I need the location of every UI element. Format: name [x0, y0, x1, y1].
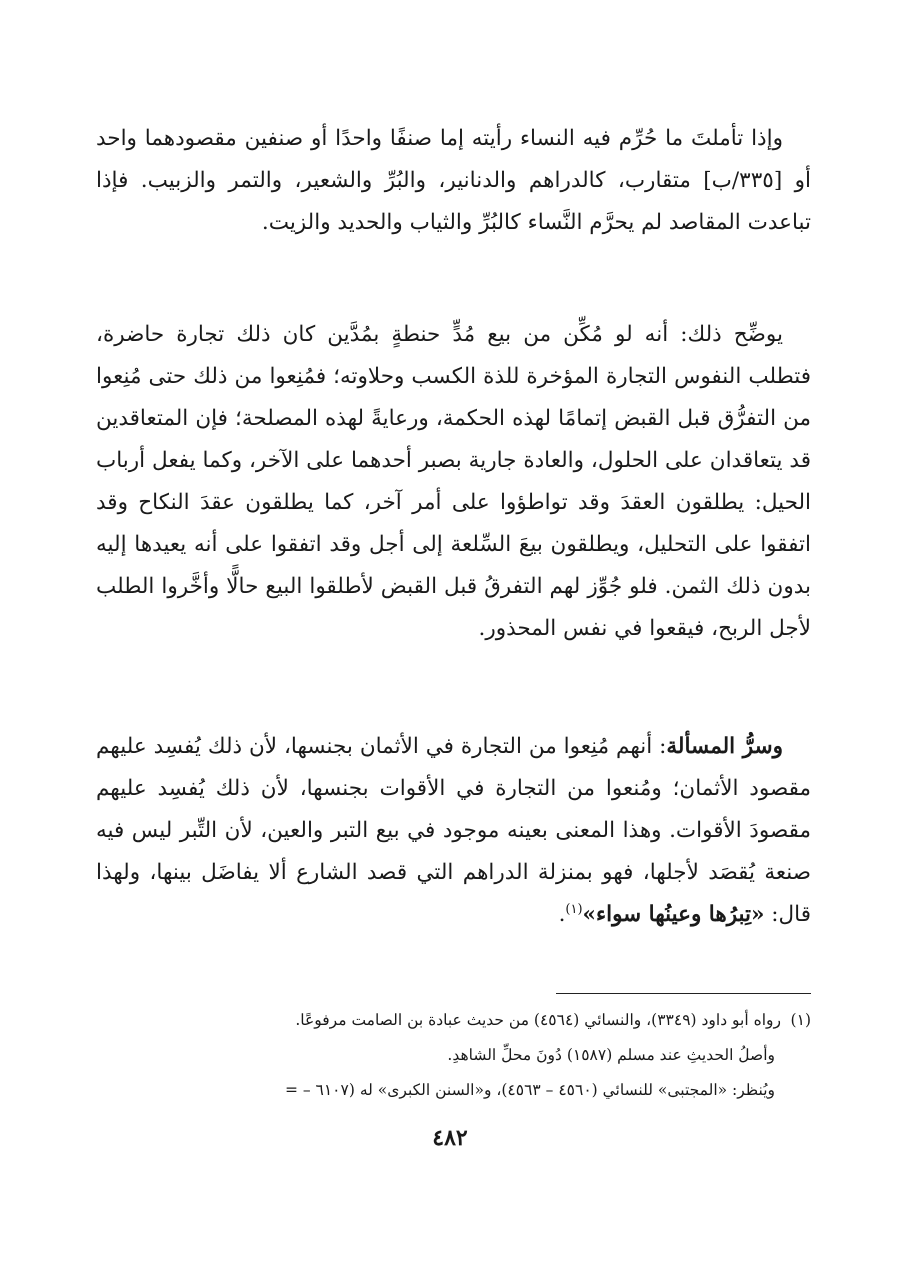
paragraph-text	[96, 726, 811, 936]
footnote-line-2: وأصلُ الحديثِ عند مسلم (١٥٨٧) دُونَ محلِّ الشاهدِ.	[447, 1046, 775, 1064]
footnote-text: رواه أبو داود (٣٣٤٩)، والنسائي (٤٥٦٤) من حديث عبادة بن الصامت مرفوعًا.	[295, 1011, 781, 1029]
main-paragraph-2	[96, 314, 811, 650]
footnote-reference[interactable]: (١)	[565, 901, 583, 917]
footnotes	[96, 1003, 811, 1108]
paragraph-text: وإذا تأملتَ ما حُرِّم فيه النساء رأيته إما صنفًا واحدًا أو صنفين مقصودهما واحد أو [٣٣٥/ب] متقارب، كالدراهم والدنانير، والبُرِّ والشعير، والتمر والزبيب. فإذا تباعدت المقاصد لم يحرَّم النَّساء كالبُرِّ والثياب والحديد والزيت.	[96, 126, 811, 235]
footnote-number: (١)	[790, 1011, 811, 1029]
footnote-line-3: ويُنظر: «المجتبى» للنسائي (٤٥٦٠ – ٤٥٦٣)، و«السنن الكبرى» له (٦١٠٧ – =	[284, 1081, 775, 1099]
paragraph-end: .	[558, 902, 566, 927]
hadith-quote: «تِبرُها وعينُها سواء»	[582, 902, 765, 927]
paragraph-body: : أنهم مُنِعوا من التجارة في الأثمان بجنسها، لأن ذلك يُفسِد عليهم مقصود الأثمان؛ ومُنعوا من التجارة في الأقوات بجنسها، لأن ذلك يُفسِد عليهم مقصودَ الأقوات. وهذا المعنى بعينه موجود في بيع التبر والعين، لأن التِّبر ليس فيه صنعة يُقصَد لأجلها، فهو بمنزلة الدراهم التي قصد الشارع ألا يفاضَل بينها، ولهذا قال:	[96, 734, 811, 927]
main-paragraph-3	[96, 726, 811, 936]
main-paragraph-1	[96, 118, 811, 244]
page-number: ٤٨٢	[432, 1125, 468, 1151]
footnote-line-1	[96, 1003, 811, 1038]
footnote-divider	[556, 993, 811, 994]
paragraph-text: يوضِّح ذلك: أنه لو مُكِّن من بيع مُدٍّ حنطةٍ بمُدَّين كان ذلك تجارة حاضرة، فتطلب النفوس التجارة المؤخرة للذة الكسب وحلاوته؛ فمُنِعوا من ذلك حتى مُنِعوا من التفرُّق قبل القبض إتمامًا لهذه الحكمة، ورعايةً لهذه المصلحة؛ فإن المتعاقدين قد يتعاقدان على الحلول، والعادة جارية بصبر أحدهما على الآخر، وكما يفعل أرباب الحيل: يطلقون العقدَ وقد تواطؤوا على أمر آخر، كما يطلقون عقدَ النكاح وقد اتفقوا على التحليل، ويطلقون بيعَ السِّلعة إلى أجل وقد اتفقوا على أنه يعيدها إليه بدون ذلك الثمن. فلو جُوِّز لهم التفرقُ قبل القبض لأطلقوا البيع حالًّا وأخَّروا الطلب لأجل الربح، فيقعوا في نفس المحذور.	[96, 322, 811, 641]
paragraph-lead: وسرُّ المسألة	[666, 734, 783, 759]
